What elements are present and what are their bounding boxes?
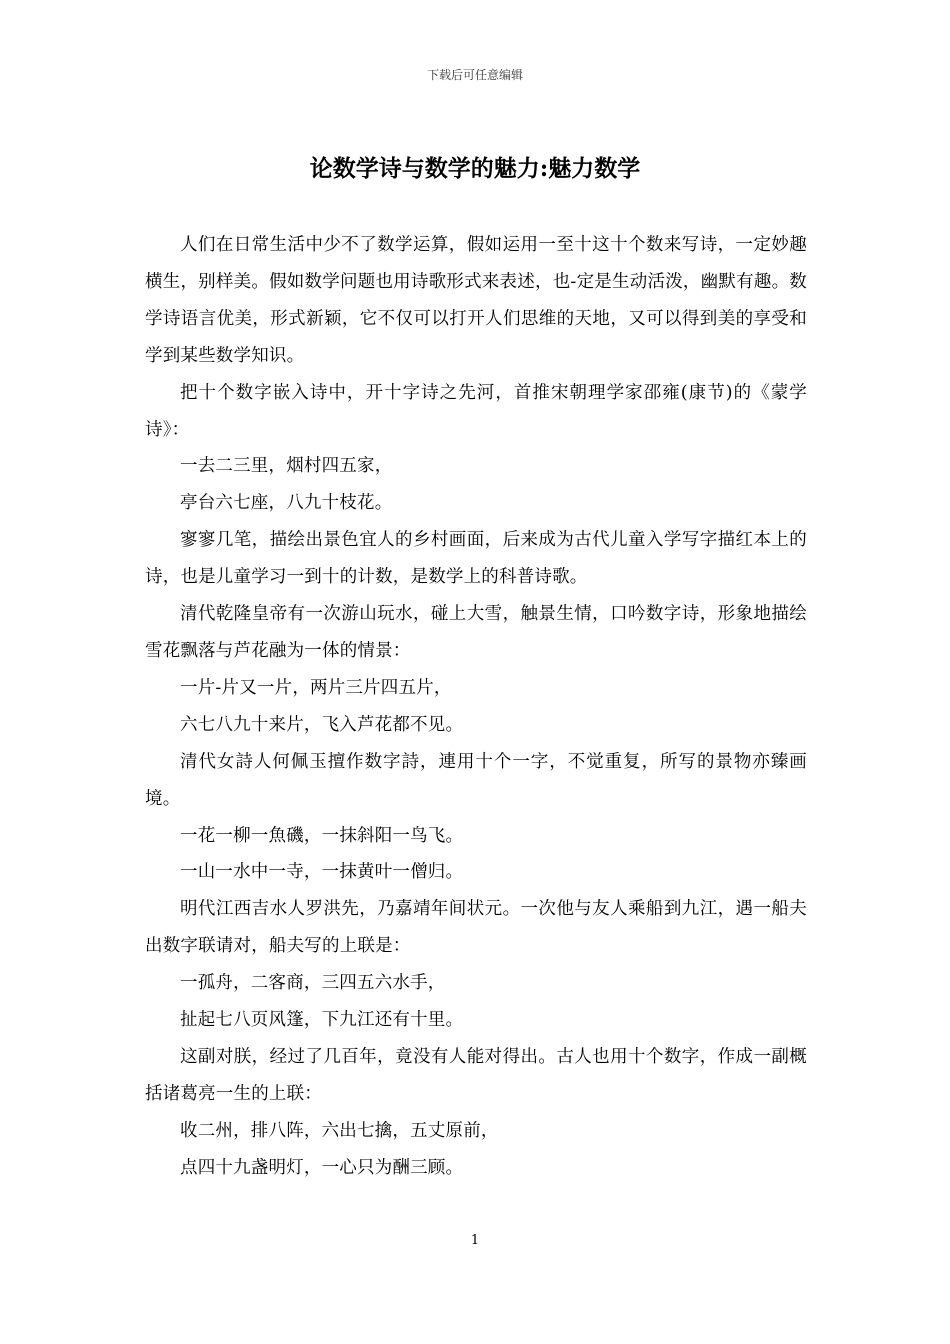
page-number: 1 [470,1233,480,1248]
paragraph-zhuge-liang: 这副对朕，经过了几百年，竟没有人能对得出。古人也用十个数字，作成一副概括诸葛亮一生的上联： [145,1046,807,1104]
paragraph-intro: 人们在日常生活中少不了数学运算，假如运用一至十这十个数来写诗，一定妙趣横生，别样美。假如数学问题也用诗歌形式来表述，也-定是生动活泼，幽默有趣。数学诗语言优美，形式新颖，它不仅可以打开人们思维的天地，又可以得到美的享受和学到某些数学知识。 [145,235,807,366]
header-note: 下载后可任意编辑 [426,68,523,82]
poem-line: 一去二三里，烟村四五家， [180,456,393,477]
paragraph-luo-hongxian: 明代江西吉水人罗洪先，乃嘉靖年间状元。一次他与友人乘船到九江，遇一船夫出数字联请对，船夫写的上联是： [145,899,807,957]
couplet-line: 收二州，排八阵，六出七擒，五丈原前， [180,1120,499,1141]
paragraph-qianlong: 清代乾隆皇帝有一次游山玩水，碰上大雪，触景生情，口吟数字诗，形象地描绘雪花飘落与芦花融为一体的情景： [145,604,807,661]
poem-line: 亭台六七座，八九十枝花。 [180,493,393,514]
couplet-line: 点四十九盏明灯，一心只为酬三顾。 [180,1157,464,1178]
poem-line: 一片-片又一片，两片三片四五片， [180,677,452,698]
poem-line: 一山一水中一寺，一抹黄叶一僧归。 [180,862,464,883]
paragraph-shao-yong: 把十个数字嵌入诗中，开十字诗之先河，首推宋朝理学家邵雍(康节)的《蒙学诗》： [145,382,807,440]
couplet-line: 扯起七八页风篷，下九江还有十里。 [180,1010,464,1031]
couplet-line: 一孤舟，二客商，三四五六水手， [180,973,446,994]
poem-line: 六七八九十来片，飞入芦花都不见。 [180,714,464,735]
document-body [145,227,807,1187]
paragraph-he-peiyu: 清代女詩人何佩玉擅作数字詩，連用十个一字，不觉重复，所写的景物亦臻画境。 [145,751,807,809]
paragraph-commentary: 寥寥几笔，描绘出景色宜人的乡村画面，后来成为古代儿童入学写字描红本上的诗，也是儿童学习一到十的计数，是数学上的科普诗歌。 [145,530,807,588]
document-title: 论数学诗与数学的魅力:魅力数学 [309,155,641,182]
poem-line: 一花一柳一魚磯，一抹斜阳一鸟飞。 [180,825,464,846]
